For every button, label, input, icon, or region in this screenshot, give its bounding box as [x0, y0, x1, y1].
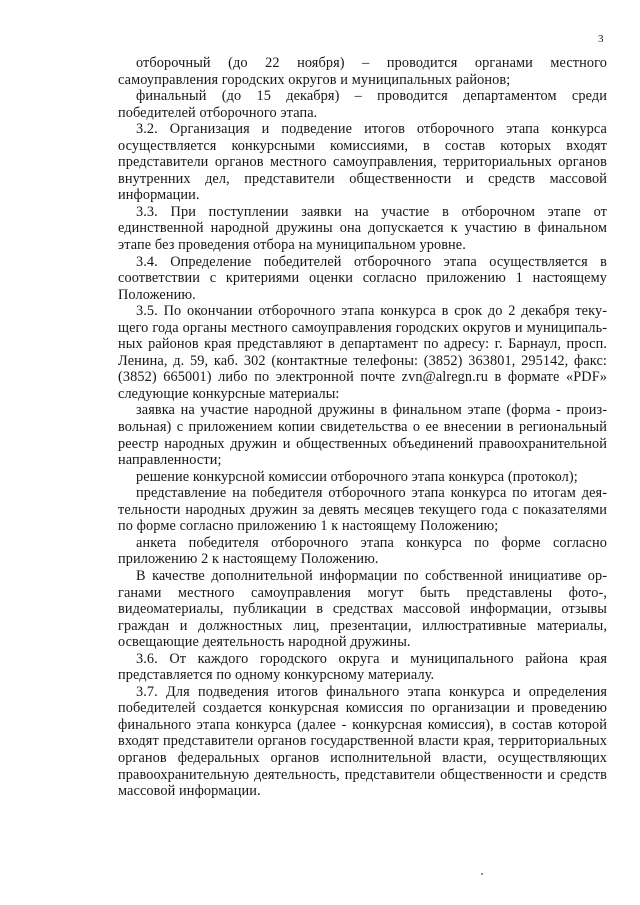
- paragraph-final-stage: финальный (до 15 декабря) – проводится департаментом среди победителей отборочного этапа.: [118, 88, 607, 121]
- list-item-commission-decision: решение конкурсной комиссии отборочного этапа конкурса (протокол);: [136, 468, 578, 485]
- scan-speck: [481, 873, 483, 875]
- paragraph-3-5: 3.5. По окончании отборочного этапа конкурса в срок до 2 декабря текущего года органы местного самоуправления городских округов и муниципальных районов края представляют в департамент по адресу: г. Барнаул, просп. Ленина, д. 59, каб. 302 (контактные телефоны: (3852) 363801, 295142, факс: (3852) 665001) либо по электронной почте zvn@alregn.ru в формате «PDF» следующие конкурсные материалы:: [118, 303, 607, 402]
- paragraph-additional-info: В качестве дополнительной информации по собственной инициативе органами местного самоуправления могут быть представлены фото-, видеоматериалы, публикации в средствах массовой информации, отзывы граждан и должностных лиц, презентации, иллюстративные материалы, освещающие деятельность народной дружины.: [118, 567, 607, 651]
- paragraph-3-4: 3.4. Определение победителей отборочного этапа осуществляется в соответствии с критериями оценки согласно приложению 1 настоящему Положению.: [118, 253, 607, 303]
- page-number: 3: [598, 33, 604, 45]
- paragraph-3-2: 3.2. Организация и подведение итогов отборочного этапа конкурса осуществляется конкурсными комиссиями, в состав которых входят представители органов местного самоуправления, территориальных органов внутренних дел, представители общественности и средств массовой информации.: [118, 121, 607, 204]
- paragraph-qualifying-stage: отборочный (до 22 ноября) – проводится органами местного самоуправления городских округов и муниципальных районов;: [118, 55, 607, 88]
- list-item-winner-submission: представление на победителя отборочного этапа конкурса по итогам деятельности народных дружин за девять месяцев текущего года с показателями по форме согласно приложению 1 к настоящему Положению;: [118, 485, 607, 535]
- paragraph-3-7: 3.7. Для подведения итогов финального этапа конкурса и определения победителей создается конкурсная комиссия по организации и проведению финального этапа конкурса (далее - конкурсная комиссия), в состав которой входят представители органов государственной власти края, территориальных органов федеральных органов исполнительной власти, осуществляющих правоохранительную деятельность, представители общественности и средств массовой информации.: [118, 683, 607, 800]
- paragraph-3-3: 3.3. При поступлении заявки на участие в отборочном этапе от единственной народной дружины она допускается к участию в финальном этапе без проведения отбора на муниципальном уровне.: [118, 203, 607, 254]
- list-item-winner-questionnaire: анкета победителя отборочного этапа конкурса по форме согласно приложению 2 к настоящему Положению.: [118, 534, 607, 568]
- list-item-application: заявка на участие народной дружины в финальном этапе (форма - произвольная) с приложением копии свидетельства о ее внесении в региональный реестр народных дружин и общественных объединений правоохранительной направленности;: [118, 402, 607, 469]
- paragraph-3-6: 3.6. От каждого городского округа и муниципального района края представляется по одному конкурсному материалу.: [118, 650, 607, 684]
- document-body: [118, 55, 607, 800]
